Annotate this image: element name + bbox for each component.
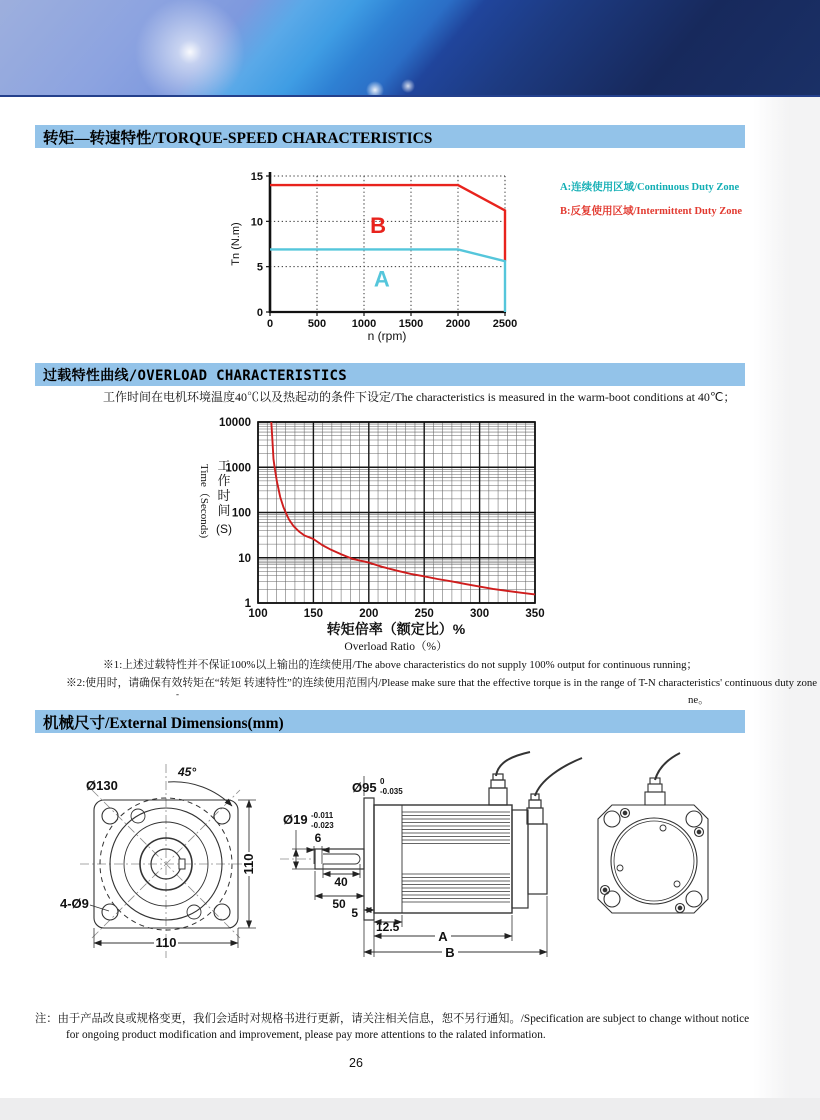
- footer-note-line1: 注：由于产品改良或规格变更，我们会适时对规格书进行更新，请关注相关信息，恕不另行通知。/Specification are subject to change without notice: [35, 1013, 750, 1025]
- side-spigot-offset-label: 12.5: [376, 920, 400, 934]
- svg-text:Time（Seconds): Time（Seconds): [198, 464, 210, 539]
- section-bar-overload: [35, 363, 745, 386]
- svg-text:2500: 2500: [492, 318, 518, 330]
- overload-note-2: ※2:使用时，请确保有效转矩在“转矩 转速特性”的连续使用范围内/Please make sure that the effective torque is in the range of T-N characteristics' continuous duty zone: [66, 677, 818, 689]
- svg-text:150: 150: [303, 608, 323, 620]
- front-holes-label: 4-Ø9: [60, 896, 89, 911]
- svg-text:0: 0: [256, 307, 263, 319]
- front-height-label: 110: [241, 853, 256, 875]
- section-title-dimensions: 机械尺寸/External Dimensions(mm): [43, 714, 284, 732]
- overload-subtitle: 工作时间在电机环境温度40℃以及热起动的条件下设定/The characteristics is measured in the warm-boot conditions at 40℃；: [103, 390, 736, 404]
- svg-text:1: 1: [244, 598, 251, 610]
- side-key-width-label: 6: [314, 831, 322, 845]
- svg-text:作: 作: [217, 473, 231, 488]
- svg-text:10: 10: [238, 552, 251, 565]
- section-title-overload: 过载特性曲线/OVERLOAD CHARACTERISTICS: [43, 367, 348, 384]
- side-view: [280, 752, 582, 957]
- rear-view: [598, 753, 708, 913]
- overload-note-1: ※1:上述过载特性并不保证100%以上输出的连续使用/The above characteristics do not supply 100% output for continuous running；: [103, 659, 698, 671]
- side-key-length-label: 40: [334, 875, 348, 889]
- svg-text:1000: 1000: [351, 318, 377, 330]
- side-shaft-tol-sup: -0.011: [311, 811, 334, 820]
- overload-chart: [183, 406, 558, 658]
- page-bottom-margin: [0, 1098, 820, 1120]
- front-view-labels: [60, 765, 256, 950]
- svg-text:(S): (S): [216, 522, 232, 536]
- side-flange-tol-sup: 0: [380, 777, 385, 786]
- legend-item-intermittent-duty: B:反复使用区域/Intermittent Duty Zone: [560, 206, 742, 217]
- svg-text:A: A: [373, 266, 390, 292]
- overload-note-overflow: ne。: [688, 694, 709, 706]
- svg-text:15: 15: [250, 171, 263, 183]
- section-bar-dimensions: [35, 710, 745, 733]
- svg-text:B: B: [370, 213, 387, 239]
- footer-note-line2: for ongoing product modification and improvement, please pay more attentions to the ralated information.: [66, 1029, 546, 1041]
- svg-text:1000: 1000: [225, 462, 251, 475]
- side-shaft-length-label: 50: [332, 897, 346, 911]
- svg-text:工: 工: [217, 458, 231, 473]
- front-view: [80, 764, 256, 958]
- section-bar-torque-speed: [35, 125, 745, 148]
- svg-text:250: 250: [414, 608, 434, 620]
- page-number: 26: [349, 1056, 363, 1070]
- side-shaft-dia-label: Ø19: [283, 812, 308, 827]
- svg-text:转矩倍率（额定比）%: 转矩倍率（额定比）%: [326, 621, 466, 637]
- torque-chart-legend: [560, 176, 760, 224]
- section-title-torque-speed: 转矩—转速特性/TORQUE-SPEED CHARACTERISTICS: [43, 129, 433, 147]
- svg-text:5: 5: [256, 261, 263, 274]
- header-banner: [0, 0, 820, 97]
- svg-text:300: 300: [470, 608, 490, 620]
- svg-text:200: 200: [359, 608, 379, 620]
- svg-text:0: 0: [266, 318, 274, 330]
- torque-speed-chart: [228, 166, 523, 348]
- svg-text:10000: 10000: [219, 417, 251, 429]
- svg-text:时: 时: [217, 488, 231, 503]
- side-body-length-label: A: [438, 929, 448, 944]
- legend-item-continuous-duty: A:连续使用区域/Continuous Duty Zone: [560, 182, 740, 193]
- svg-text:1500: 1500: [398, 318, 424, 330]
- svg-text:Overload Ratio（%）: Overload Ratio（%）: [344, 641, 448, 653]
- svg-text:100: 100: [248, 608, 268, 620]
- svg-text:100: 100: [231, 507, 251, 520]
- svg-text:间: 间: [217, 503, 231, 518]
- svg-text:n (rpm): n (rpm): [367, 329, 407, 343]
- overload-note-dash: -: [176, 689, 179, 699]
- svg-text:500: 500: [307, 318, 327, 330]
- svg-text:350: 350: [525, 608, 545, 620]
- front-outer-dia-label: Ø130: [86, 778, 118, 793]
- side-flange-thickness-label: 5: [351, 906, 358, 920]
- svg-text:2000: 2000: [445, 318, 471, 330]
- front-angle-label: 45°: [178, 765, 197, 779]
- svg-text:Tn (N.m): Tn (N.m): [230, 222, 242, 266]
- side-flange-dia-label: Ø95: [352, 780, 377, 795]
- front-width-label: 110: [155, 935, 177, 950]
- side-flange-tol-sub: -0.035: [380, 787, 403, 796]
- dimension-drawing: [30, 750, 770, 988]
- side-total-length-label: B: [445, 945, 455, 960]
- side-shaft-tol-sub: -0.023: [311, 821, 334, 830]
- svg-text:10: 10: [250, 216, 263, 229]
